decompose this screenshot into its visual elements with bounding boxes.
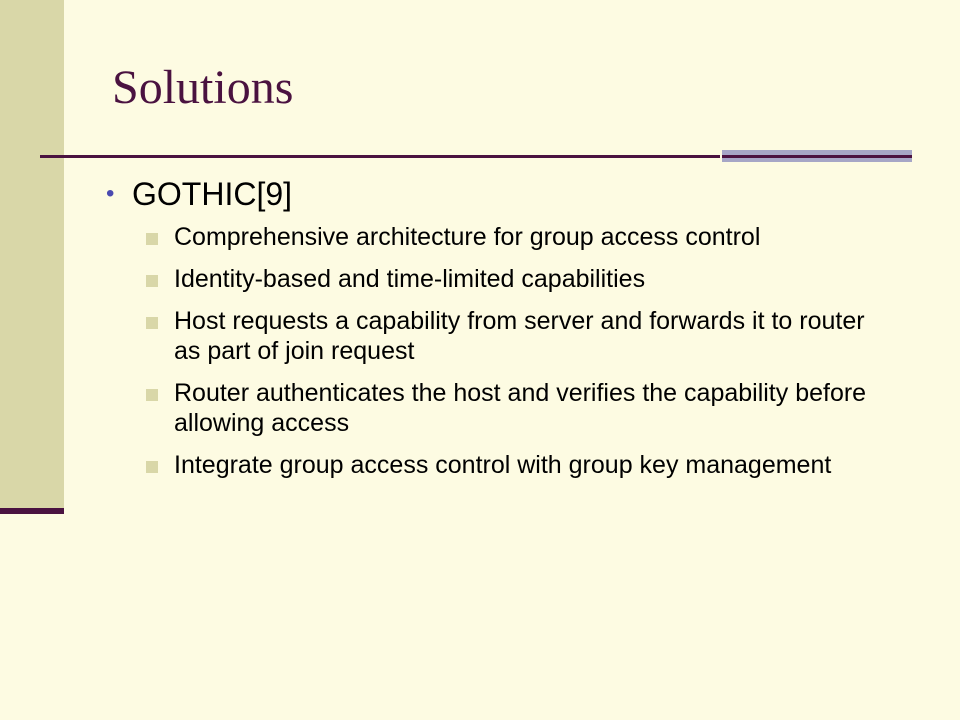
subbullet-item <box>146 222 960 252</box>
title-divider <box>40 155 720 158</box>
slide-title: Solutions <box>112 61 294 114</box>
square-bullet-icon <box>146 275 158 287</box>
subbullet-text: Comprehensive architecture for group access control <box>174 223 761 251</box>
dot-bullet-icon: • <box>106 180 115 207</box>
subbullet-item <box>146 264 960 294</box>
left-decorative-bar <box>0 0 64 512</box>
square-bullet-icon <box>146 233 158 245</box>
square-bullet-icon <box>146 461 158 473</box>
subbullet-text: Integrate group access control with group key management <box>174 451 832 479</box>
subbullet-item <box>146 306 960 366</box>
subbullet-item <box>146 378 960 438</box>
bullet-heading: GOTHIC[9] <box>132 176 293 212</box>
square-bullet-icon <box>146 317 158 329</box>
subbullet-item <box>146 450 960 480</box>
square-bullet-icon <box>146 389 158 401</box>
left-bar-underline <box>0 508 64 514</box>
slide-body <box>104 172 924 492</box>
subbullet-text: Router authenticates the host and verifies the capability before allowing access <box>174 379 867 437</box>
level1-bullet-item <box>104 172 924 216</box>
subbullet-text: Host requests a capability from server and forwards it to router as part of join request <box>174 307 865 365</box>
divider-accent-line <box>722 155 912 158</box>
subbullet-text: Identity-based and time-limited capabilities <box>174 265 646 293</box>
subbullet-list <box>146 222 960 480</box>
